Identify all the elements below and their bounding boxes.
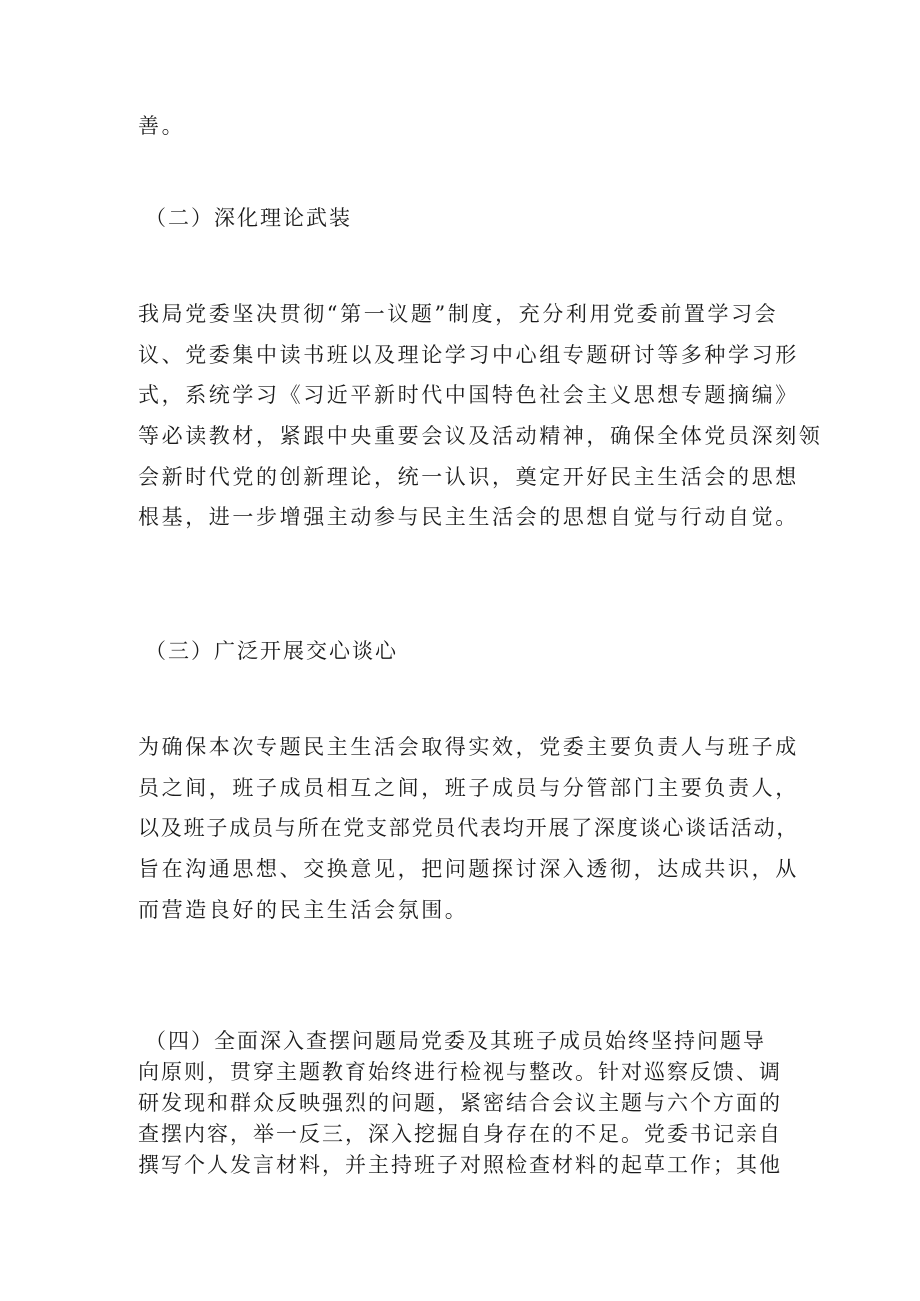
paragraph-line: 员之间，班子成员相互之间，班子成员与分管部门主要负责人， <box>138 776 799 800</box>
paragraph-line: 研发现和群众反映强烈的问题，紧密结合会议主题与六个方面的 <box>138 1091 782 1115</box>
section-heading-2: （二）深化理论武装 <box>145 206 352 230</box>
paragraph-line: 式，系统学习《习近平新时代中国特色社会主义思想专题摘编》 <box>138 383 799 407</box>
paragraph-line: 旨在沟通思想、交换意见，把问题探讨深入透彻，达成共识，从 <box>138 857 799 881</box>
paragraph-tail: 善。 <box>138 114 186 138</box>
section-heading-4: （四）全面深入查摆问题局党委及其班子成员始终坚持问题导 <box>145 1029 766 1053</box>
paragraph-line: 我局党委坚决贯彻“第一议题”制度，充分利用党委前置学习会 <box>138 302 779 326</box>
paragraph-line: 撰写个人发言材料，并主持班子对照检查材料的起草工作；其他 <box>138 1153 782 1177</box>
paragraph-line: 等必读教材，紧跟中央重要会议及活动精神，确保全体党员深刻领 <box>138 424 823 448</box>
paragraph-line: 会新时代党的创新理论，统一认识，奠定开好民主生活会的思想 <box>138 465 799 489</box>
paragraph-line: 根基，进一步增强主动参与民主生活会的思想自觉与行动自觉。 <box>138 505 799 529</box>
paragraph-line: 而营造良好的民主生活会氛围。 <box>138 898 469 922</box>
paragraph-line: 以及班子成员与所在党支部党员代表均开展了深度谈心谈话活动， <box>138 816 800 840</box>
paragraph-line: 向原则，贯穿主题教育始终进行检视与整改。针对巡察反馈、调 <box>138 1060 782 1084</box>
section-heading-3: （三）广泛开展交心谈心 <box>145 639 398 663</box>
paragraph-line: 议、党委集中读书班以及理论学习中心组专题研讨等多种学习形 <box>138 343 799 367</box>
paragraph-line: 为确保本次专题民主生活会取得实效，党委主要负责人与班子成 <box>138 735 799 759</box>
paragraph-line: 查摆内容，举一反三，深入挖掘自身存在的不足。党委书记亲自 <box>138 1122 782 1146</box>
